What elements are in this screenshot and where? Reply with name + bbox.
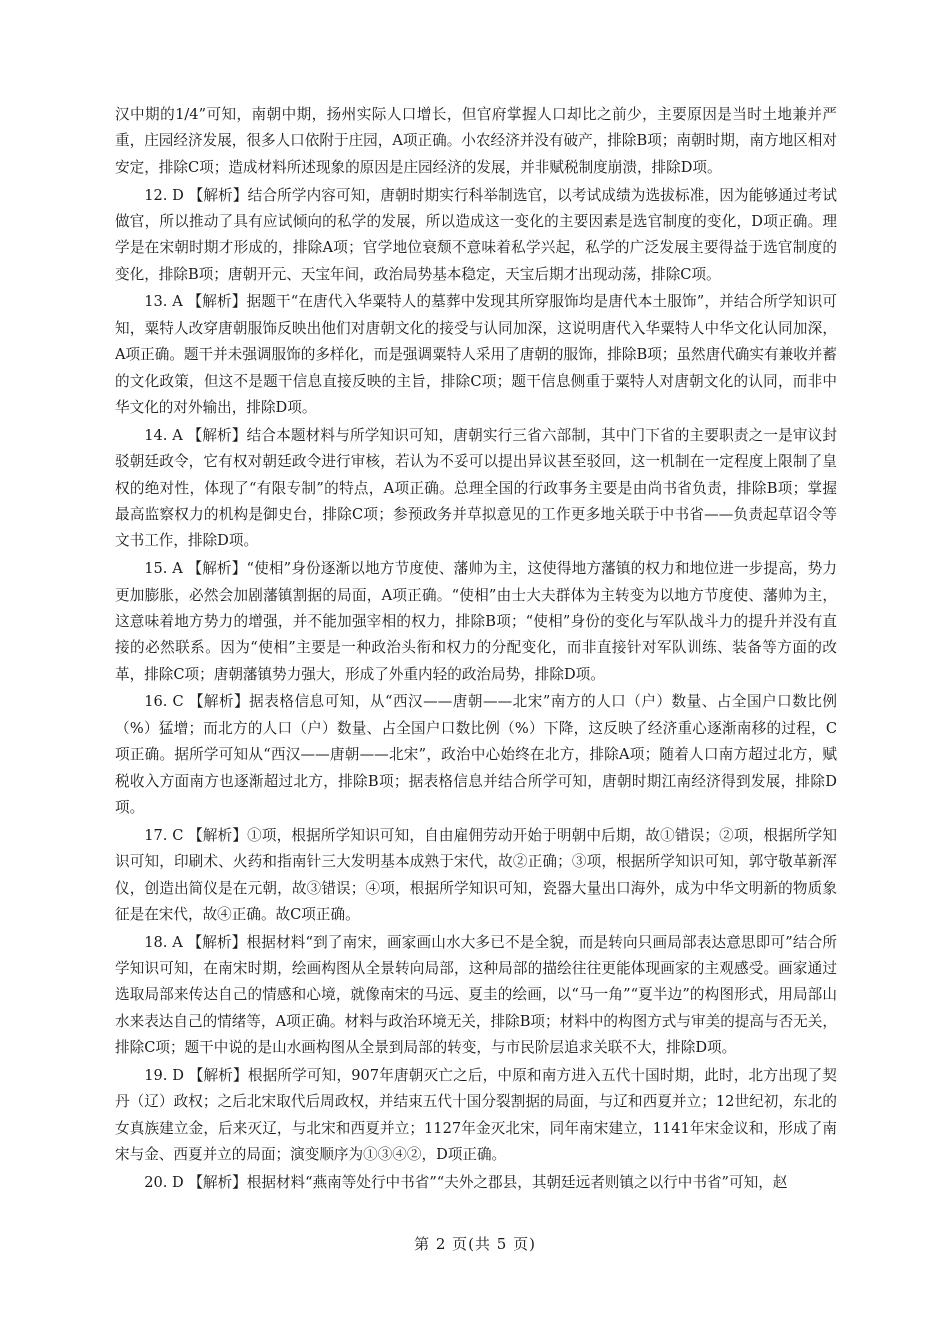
answer-paragraph-12: 12. D 【解析】结合所学内容可知，唐朝时期实行科举制选官，以考试成绩为选拔标准，因为能够通过考试做官，所以推动了具有应试倾向的私学的发展，所以造成这一变化的主要因素是选官制度的变化，D项正确。理学是在宋朝时期才形成的，排除A项；官学地位衰颓不意味着私学兴起，私学的广泛发展主要得益于选官制度的变化，排除B项；唐朝开元、天宝年间，政治局势基本稳定，天宝后期才出现动荡，排除C项。 [115,186,837,283]
answer-paragraph-14: 14. A 【解析】结合本题材料与所学知识可知，唐朝实行三省六部制，其中门下省的主要职责之一是审议封驳朝廷政令，它有权对朝廷政令进行审核，若认为不妥可以提出异议甚至驳回，这一机制在一定程度上限制了皇权的绝对性，体现了“有限专制”的特点，A项正确。总理全国的行政事务主要是由尚书省负责，排除B项；掌握最高监察权力的机构是御史台，排除C项；参预政务并草拟意见的工作更多地关联于中书省——负责起草诏令等文书工作，排除D项。 [115,426,837,550]
answer-paragraph-13: 13. A 【解析】据题干“在唐代入华粟特人的墓葬中发现其所穿服饰均是唐代本土服饰”，并结合所学知识可知，粟特人改穿唐朝服饰反映出他们对唐朝文化的接受与认同加深，这说明唐代入华粟特人中华文化认同加深，A项正确。题干并未强调服饰的多样化，而是强调粟特人采用了唐朝的服饰，排除B项；虽然唐代确实有兼收并蓄的文化政策，但这不是题干信息直接反映的主旨，排除C项；题干信息侧重于粟特人对唐朝文化的认同，而非中华文化的对外输出，排除D项。 [115,293,837,417]
answer-paragraph-20: 20. D 【解析】根据材料“燕南等处行中书省”“夫外之郡县，其朝廷远者则镇之以行中书省”可知，赵 [144,1173,788,1191]
answer-paragraph-17: 17. C 【解析】①项，根据所学知识可知，自由雇佣劳动开始于明朝中后期，故①错误；②项，根据所学知识可知，印刷术、火药和指南针三大发明基本成熟于宋代，故②正确；③项，根据所学知识可知，郭守敬革新浑仪，创造出简仪是在元朝，故③错误；④项，根据所学知识可知，瓷器大量出口海外，成为中华文明新的物质象征是在宋代，故④正确。故C项正确。 [115,826,837,923]
page-number-footer: 第 2 页(共 5 页) [414,1235,536,1253]
paragraph-continuation: 汉中期的1/4”可知，南朝中期，扬州实际人口增长，但官府掌握人口却比之前少，主要原因是当时土地兼并严重，庄园经济发展，很多人口依附于庄园，A项正确。小农经济并没有破产，排除B项；南朝时期，南方地区相对安定，排除C项；造成材料所述现象的原因是庄园经济的发展，并非赋税制度崩溃，排除D项。 [115,106,837,176]
answer-paragraph-16: 16. C 【解析】据表格信息可知，从“西汉——唐朝——北宋”南方的人口（户）数量、占全国户口数比例（%）猛增；而北方的人口（户）数量、占全国户口数比例（%）下降，这反映了经济重心逐渐南移的过程，C项正确。据所学可知从“西汉——唐朝——北宋”，政治中心始终在北方，排除A项；随着人口南方超过北方，赋税收入方面南方也逐渐超过北方，排除B项；据表格信息并结合所学可知，唐朝时期江南经济得到发展，排除D项。 [115,693,837,817]
answer-paragraph-15: 15. A 【解析】“使相”身份逐渐以地方节度使、藩帅为主，这使得地方藩镇的权力和地位进一步提高，势力更加膨胀，必然会加剧藩镇割据的局面，A项正确。“使相”由士大夫群体为主转变为以地方节度使、藩帅为主，这意味着地方势力的增强，并不能加强宰相的权力，排除B项；“使相”身份的变化与军队战斗力的提升并没有直接的必然联系。因为“使相”主要是一种政治头衔和权力的分配变化，而非直接针对军队训练、装备等方面的改革，排除C项；唐朝藩镇势力强大，形成了外重内轻的政治局势，排除D项。 [115,560,837,683]
answer-paragraph-19: 19. D 【解析】根据所学可知，907年唐朝灭亡之后，中原和南方进入五代十国时期，此时，北方出现了契丹（辽）政权；之后北宋取代后周政权，并结束五代十国分裂割据的局面，与辽和西夏并立；12世纪初，东北的女真族建立金，后来灭辽，与北宋和西夏并立；1127年金灭北宋，同年南宋建立，1141年宋金议和，形成了南宋与金、西夏并立的局面；演变顺序为①③④②，D项正确。 [115,1067,837,1164]
document-body [115,102,837,1198]
answer-paragraph-18: 18. A 【解析】根据材料“到了南宋，画家画山水大多已不是全貌，而是转向只画局部表达意思即可”结合所学知识可知，在南宋时期，绘画构图从全景转向局部，这种局部的描绘往往更能体现画家的主观感受。画家通过选取局部来传达自己的情感和心境，就像南宋的马远、夏圭的绘画，以“马一角”“夏半边”的构图形式，用局部山水来表达自己的情绪等，A项正确。材料与政治环境无关，排除B项；材料中的构图方式与审美的提高与否无关，排除C项；题干中说的是山水画构图从全景到局部的转变，与市民阶层追求关联不大，排除D项。 [115,933,837,1057]
